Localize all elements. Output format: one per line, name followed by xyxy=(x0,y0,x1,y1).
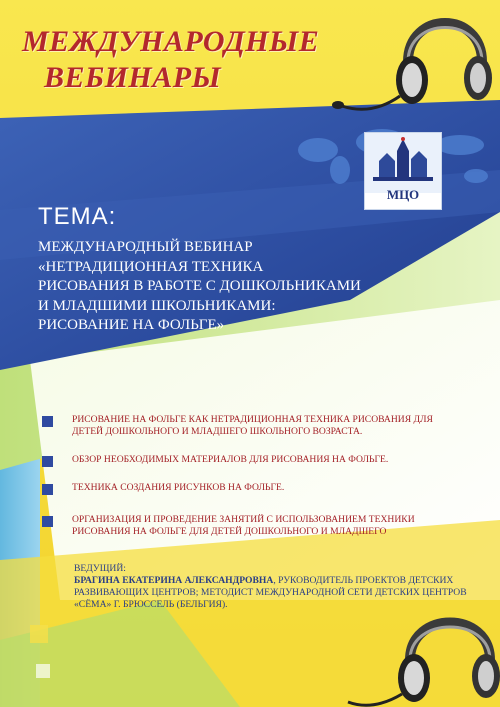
list-item-text: РИСОВАНИЕ НА ФОЛЬГЕ КАК НЕТРАДИЦИОННАЯ ТЕХНИКА РИСОВАНИЯ ДЛЯ ДЕТЕЙ ДОШКОЛЬНОГО И МЛАДШЕГО ШКОЛЬНОГО ВОЗРАСТА. xyxy=(72,414,433,437)
list-item-text: ОРГАНИЗАЦИЯ И ПРОВЕДЕНИЕ ЗАНЯТИЙ С ИСПОЛЬЗОВАНИЕМ ТЕХНИКИ РИСОВАНИЯ НА ФОЛЬГЕ ДЛЯ ДЕТЕЙ ДОШКОЛЬНОГО И МЛАДШЕГО xyxy=(72,514,415,537)
topic-line: «НЕТРАДИЦИОННАЯ ТЕХНИКА xyxy=(38,258,264,275)
topic-line: И МЛАДШИМИ ШКОЛЬНИКАМИ: xyxy=(38,297,276,314)
presenter-details: , РУКОВОДИТЕЛЬ ПРОЕКТОВ ДЕТСКИХ РАЗВИВАЮЩИХ ЦЕНТРОВ; МЕТОДИСТ МЕЖДУНАРОДНОЙ СЕТИ ДЕТСКИХ ЦЕНТРОВ «СЁМА» Г. БРЮССЕЛЬ (БЕЛЬГИЯ). xyxy=(74,575,467,610)
list-item xyxy=(42,482,462,514)
square-bullet-icon xyxy=(42,484,53,495)
topic-text xyxy=(38,238,478,336)
building-icon xyxy=(365,133,441,193)
list-item-text: ОБЗОР НЕОБХОДИМЫХ МАТЕРИАЛОВ ДЛЯ РИСОВАНИЯ НА ФОЛЬГЕ. xyxy=(72,454,389,465)
list-item xyxy=(42,514,462,538)
organization-logo xyxy=(364,132,442,210)
presenter-info xyxy=(74,563,474,611)
presenter-name: БРАГИНА ЕКАТЕРИНА АЛЕКСАНДРОВНА xyxy=(74,575,274,586)
topic-label: ТЕМА: xyxy=(38,203,117,230)
logo-text: МЦО xyxy=(386,187,420,202)
title-line-2: ВЕБИНАРЫ xyxy=(44,61,222,94)
square-bullet-icon xyxy=(42,456,53,467)
title-line-1: МЕЖДУНАРОДНЫЕ xyxy=(22,25,320,58)
square-bullet-icon xyxy=(42,516,53,527)
topic-line: МЕЖДУНАРОДНЫЙ ВЕБИНАР xyxy=(38,239,253,255)
list-item-text: ТЕХНИКА СОЗДАНИЯ РИСУНКОВ НА ФОЛЬГЕ. xyxy=(72,482,285,493)
list-item xyxy=(42,414,462,454)
page-title xyxy=(22,24,352,96)
presenter-label: ВЕДУЩИЙ: xyxy=(74,563,126,574)
topic-line: РИСОВАНИЕ НА ФОЛЬГЕ» xyxy=(38,317,225,333)
list-item xyxy=(42,454,462,482)
topic-line: РИСОВАНИЯ В РАБОТЕ С ДОШКОЛЬНИКАМИ xyxy=(38,278,361,294)
program-list xyxy=(42,414,462,538)
square-bullet-icon xyxy=(42,416,53,427)
